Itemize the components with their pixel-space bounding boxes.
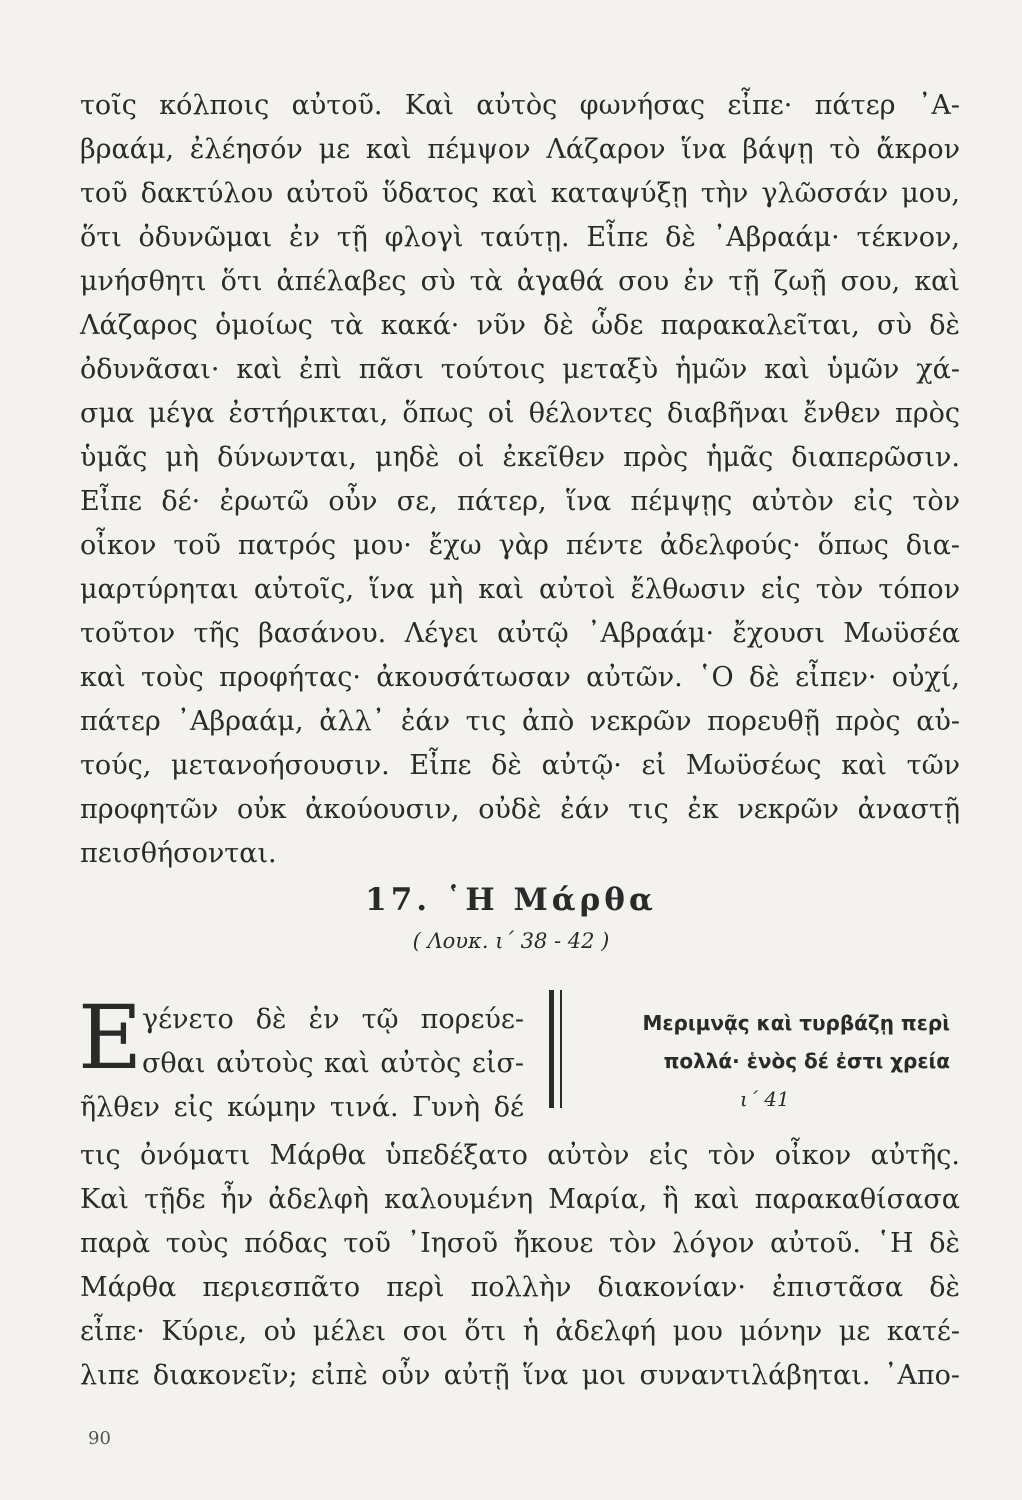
text-line: καὶ τοὺς προφήτας· ἀκουσάτωσαν αὐτῶν. ῾Ο δὲ εἶπεν· οὐχί, <box>80 662 960 693</box>
text-line: λιπε διακονεῖν; εἰπὲ οὖν αὐτῇ ἵνα μοι συναντιλάβηται. ᾿Απο- <box>80 1360 960 1391</box>
text-line: τοῦ δακτύλου αὐτοῦ ὕδατος καὶ καταψύξῃ τὴν γλῶσσάν μου, <box>80 178 960 209</box>
text-line: τούς, μετανοήσουσιν. Εἶπε δὲ αὐτῷ· εἰ Μωϋσέως καὶ τῶν <box>80 750 960 781</box>
text-line: Μάρθα περιεσπᾶτο περὶ πολλὴν διακονίαν· ἐπιστᾶσα δὲ <box>80 1272 960 1303</box>
text-line: βραάμ, ἐλέησόν με καὶ πέμψον Λάζαρον ἵνα βάψῃ τὸ ἄκρον <box>80 134 960 165</box>
aside-quote-line: Μεριμνᾷς καὶ τυρβάζῃ περὶ <box>642 1011 950 1035</box>
divider-rule-thin <box>560 990 562 1108</box>
page-number: 90 <box>88 1428 111 1449</box>
aside-quote-line: πολλά· ἑνὸς δέ ἐστι χρεία <box>663 1049 950 1073</box>
text-line: ὑμᾶς μὴ δύνωνται, μηδὲ οἱ ἐκεῖθεν πρὸς ἡμᾶς διαπερῶσιν. <box>80 442 960 473</box>
text-line-last: πεισθήσονται. <box>80 838 277 869</box>
text-line: μαρτύρηται αὐτοῖς, ἵνα μὴ καὶ αὐτοὶ ἔλθωσιν εἰς τὸν τόπον <box>80 574 960 605</box>
scripture-reference: ( Λουκ. ι΄ 38 - 42 ) <box>412 929 610 953</box>
drop-cap: Ε <box>78 986 143 1089</box>
text-line: παρὰ τοὺς πόδας τοῦ ᾿Ιησοῦ ἤκουε τὸν λόγον αὐτοῦ. ῾Η δὲ <box>80 1228 960 1259</box>
text-line: σμα μέγα ἐστήρικται, ὅπως οἱ θέλοντες διαβῆναι ἔνθεν πρὸς <box>80 398 960 429</box>
text-line: ὅτι ὀδυνῶμαι ἐν τῇ φλογὶ ταύτῃ. Εἶπε δὲ ᾿Αβραάμ· τέκνον, <box>80 222 960 253</box>
text-line: τις ὀνόματι Μάρθα ὑπεδέξατο αὐτὸν εἰς τὸν οἶκον αὐτῆς. <box>80 1140 960 1171</box>
text-line: Εἶπε δέ· ἐρωτῶ οὖν σε, πάτερ, ἵνα πέμψῃς αὐτὸν εἰς τὸν <box>80 486 960 517</box>
column-text-line: ῆλθεν εἰς κώμην τινά. Γυνὴ δέ <box>80 1092 524 1123</box>
text-line: εἶπε· Κύριε, οὐ μέλει σοι ὅτι ἡ ἀδελφή μου μόνην με κατέ- <box>80 1316 960 1347</box>
text-line: τοῦτον τῆς βασάνου. Λέγει αὐτῷ ᾿Αβραάμ· ἔχουσι Μωϋσέα <box>80 618 960 649</box>
text-line: ὀδυνᾶσαι· καὶ ἐπὶ πᾶσι τούτοις μεταξὺ ἡμῶν καὶ ὑμῶν χά- <box>80 354 960 385</box>
text-line: τοῖς κόλποις αὐτοῦ. Καὶ αὐτὸς φωνήσας εἶπε· πάτερ ᾿Α- <box>80 90 960 121</box>
section-heading: 17. ῾Η Μάρθα <box>365 882 657 918</box>
text-line: Λάζαρος ὁμοίως τὰ κακά· νῦν δὲ ὧδε παρακαλεῖται, σὺ δὲ <box>80 310 960 341</box>
text-line: μνήσθητι ὅτι ἀπέλαβες σὺ τὰ ἀγαθά σου ἐν τῇ ζωῇ σου, καὶ <box>80 266 960 297</box>
column-text-line: γένετο δὲ ἐν τῷ πορεύε- <box>142 1004 524 1035</box>
text-line: Καὶ τῇδε ἦν ἀδελφὴ καλουμένη Μαρία, ἣ καὶ παρακαθίσασα <box>80 1184 960 1215</box>
divider-rule-thick <box>549 990 554 1108</box>
text-line: οἶκον τοῦ πατρός μου· ἔχω γὰρ πέντε ἀδελφούς· ὅπως δια- <box>80 530 960 561</box>
aside-reference: ι΄ 41 <box>740 1087 790 1111</box>
text-line: πάτερ ᾿Αβραάμ, ἀλλ᾿ ἐάν τις ἀπὸ νεκρῶν πορευθῇ πρὸς αὐ- <box>80 706 960 737</box>
column-text-line: σθαι αὐτοὺς καὶ αὐτὸς εἰσ- <box>142 1048 524 1079</box>
text-line: προφητῶν οὐκ ἀκούουσιν, οὐδὲ ἐάν τις ἐκ νεκρῶν ἀναστῇ <box>80 794 960 825</box>
